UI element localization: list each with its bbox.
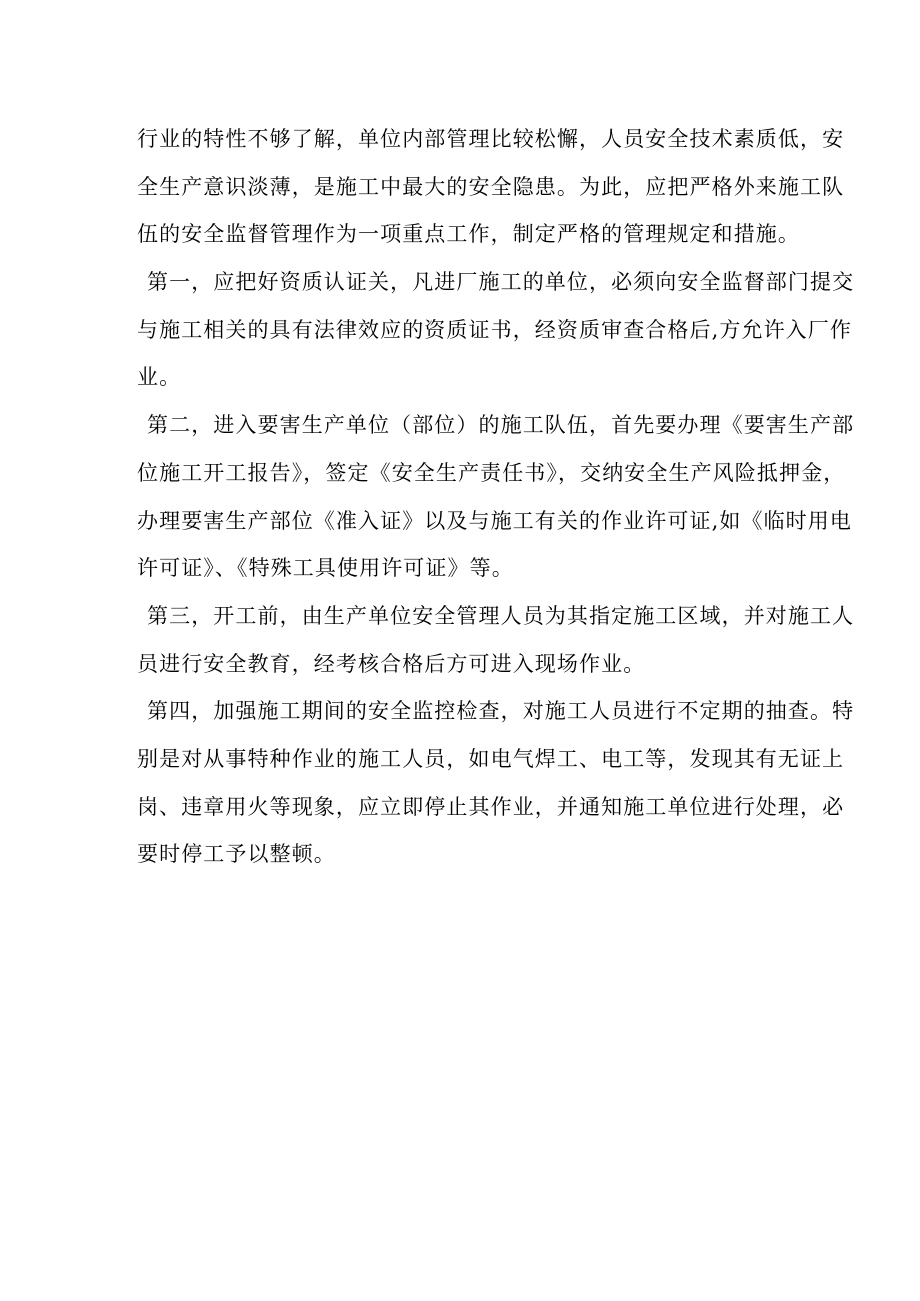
paragraph-4 <box>137 593 855 688</box>
paragraph-3 <box>137 402 855 593</box>
text-line: 办理要害生产部位《准入证》以及与施工有关的作业许可证,如《临时用电 <box>137 508 852 533</box>
text-line: 许可证》、《特殊工具使用许可证》等。 <box>137 556 514 581</box>
text-line: 第四，加强施工期间的安全监控检查，对施工人员进行不定期的抽查。特 <box>147 699 855 724</box>
text-line: 别是对从事特种作业的施工人员，如电气焊工、电工等，发现其有无证上 <box>137 746 845 771</box>
text-line: 第一，应把好资质认证关，凡进厂施工的单位，必须向安全监督部门提交 <box>147 270 855 295</box>
paragraph-2 <box>137 259 855 402</box>
document-body <box>137 116 855 879</box>
text-line: 与施工相关的具有法律效应的资质证书，经资质审查合格后,方允许入厂作 <box>137 317 852 342</box>
text-line: 员进行安全教育，经考核合格后方可进入现场作业。 <box>137 651 646 676</box>
text-line: 岗、违章用火等现象，应立即停止其作业，并通知施工单位进行处理，必 <box>137 794 845 819</box>
text-line: 第三，开工前，由生产单位安全管理人员为其指定施工区域，并对施工人 <box>147 603 855 628</box>
text-line: 要时停工予以整顿。 <box>137 842 336 867</box>
paragraph-1 <box>137 116 845 259</box>
text-line: 业。 <box>137 365 182 390</box>
text-line: 位施工开工报告》，签定《安全生产责任书》，交纳安全生产风险抵押金， <box>137 460 846 485</box>
paragraph-5 <box>137 688 855 879</box>
text-line: 行业的特性不够了解，单位内部管理比较松懈，人员安全技术素质低，安 <box>137 127 845 151</box>
text-line: 第二，进入要害生产单位（部位）的施工队伍，首先要办理《要害生产部 <box>147 413 855 438</box>
text-line: 伍的安全监督管理作为一项重点工作，制定严格的管理规定和措施。 <box>137 222 800 247</box>
text-line: 全生产意识淡薄，是施工中最大的安全隐患。为此，应把严格外来施工队 <box>137 174 845 199</box>
